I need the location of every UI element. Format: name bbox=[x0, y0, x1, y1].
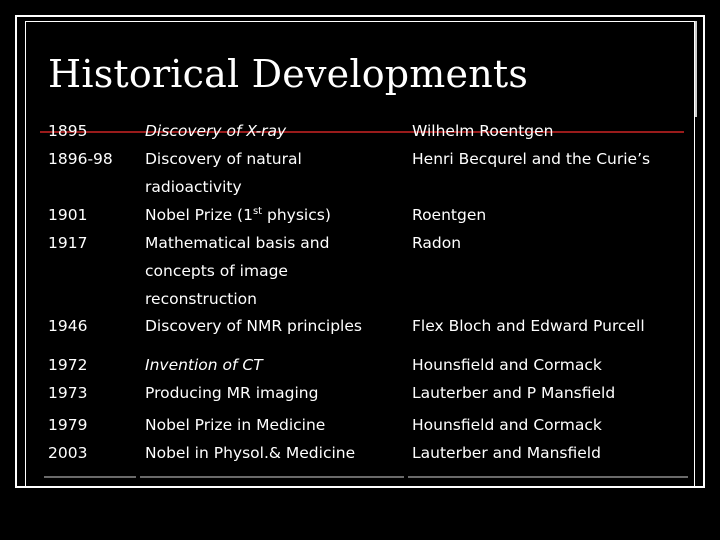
year-1972: 1972 bbox=[48, 356, 88, 374]
person-hounsfield-cormack-1979: Hounsfield and Cormack bbox=[412, 416, 602, 434]
event-nobel-medicine-1979: Nobel Prize in Medicine bbox=[145, 416, 326, 434]
event-nobel-physics bbox=[145, 201, 331, 229]
table-bottom-rule-col1 bbox=[44, 476, 136, 478]
event-natural-radioactivity-line1: Discovery of natural bbox=[145, 150, 302, 168]
person-radon: Radon bbox=[412, 234, 462, 252]
year-1946: 1946 bbox=[48, 317, 88, 335]
year-1979: 1979 bbox=[48, 416, 88, 434]
side-accent-line bbox=[695, 21, 697, 117]
event-ct: Invention of CT bbox=[145, 356, 263, 374]
year-1895: 1895 bbox=[48, 122, 88, 140]
event-mathematical-basis-line3: reconstruction bbox=[145, 290, 257, 308]
year-2003: 2003 bbox=[48, 444, 88, 462]
event-nobel-physics-sup: st bbox=[252, 205, 263, 217]
event-nobel-medicine-2003: Nobel in Physol.& Medicine bbox=[145, 444, 356, 462]
title-underline bbox=[40, 131, 684, 133]
slide-title: Historical Developments bbox=[48, 52, 529, 96]
event-nobel-physics-post: physics) bbox=[262, 206, 331, 224]
year-1901: 1901 bbox=[48, 206, 88, 224]
event-xray: Discovery of X-ray bbox=[145, 122, 287, 140]
event-mr-imaging: Producing MR imaging bbox=[145, 384, 319, 402]
year-1917: 1917 bbox=[48, 234, 88, 252]
person-roentgen: Wilhelm Roentgen bbox=[412, 122, 554, 140]
year-1896-98: 1896-98 bbox=[48, 150, 113, 168]
person-becquerel-curies: Henri Becqurel and the Curie’s bbox=[412, 150, 651, 168]
table-bottom-rule-col3 bbox=[408, 476, 688, 478]
person-roentgen-1901: Roentgen bbox=[412, 206, 487, 224]
year-1973: 1973 bbox=[48, 384, 88, 402]
person-hounsfield-cormack-1972: Hounsfield and Cormack bbox=[412, 356, 602, 374]
person-lauterbur-mansfield-2003: Lauterber and Mansfield bbox=[412, 444, 601, 462]
event-nobel-physics-pre: Nobel Prize (1 bbox=[145, 206, 253, 224]
event-nmr: Discovery of NMR principles bbox=[145, 317, 362, 335]
event-natural-radioactivity-line2: radioactivity bbox=[145, 178, 242, 196]
event-mathematical-basis-line2: concepts of image bbox=[145, 262, 288, 280]
table-bottom-rule-col2 bbox=[140, 476, 404, 478]
event-mathematical-basis-line1: Mathematical basis and bbox=[145, 234, 330, 252]
person-bloch-purcell: Flex Bloch and Edward Purcell bbox=[412, 317, 645, 335]
person-lauterbur-mansfield-1973: Lauterber and P Mansfield bbox=[412, 384, 616, 402]
